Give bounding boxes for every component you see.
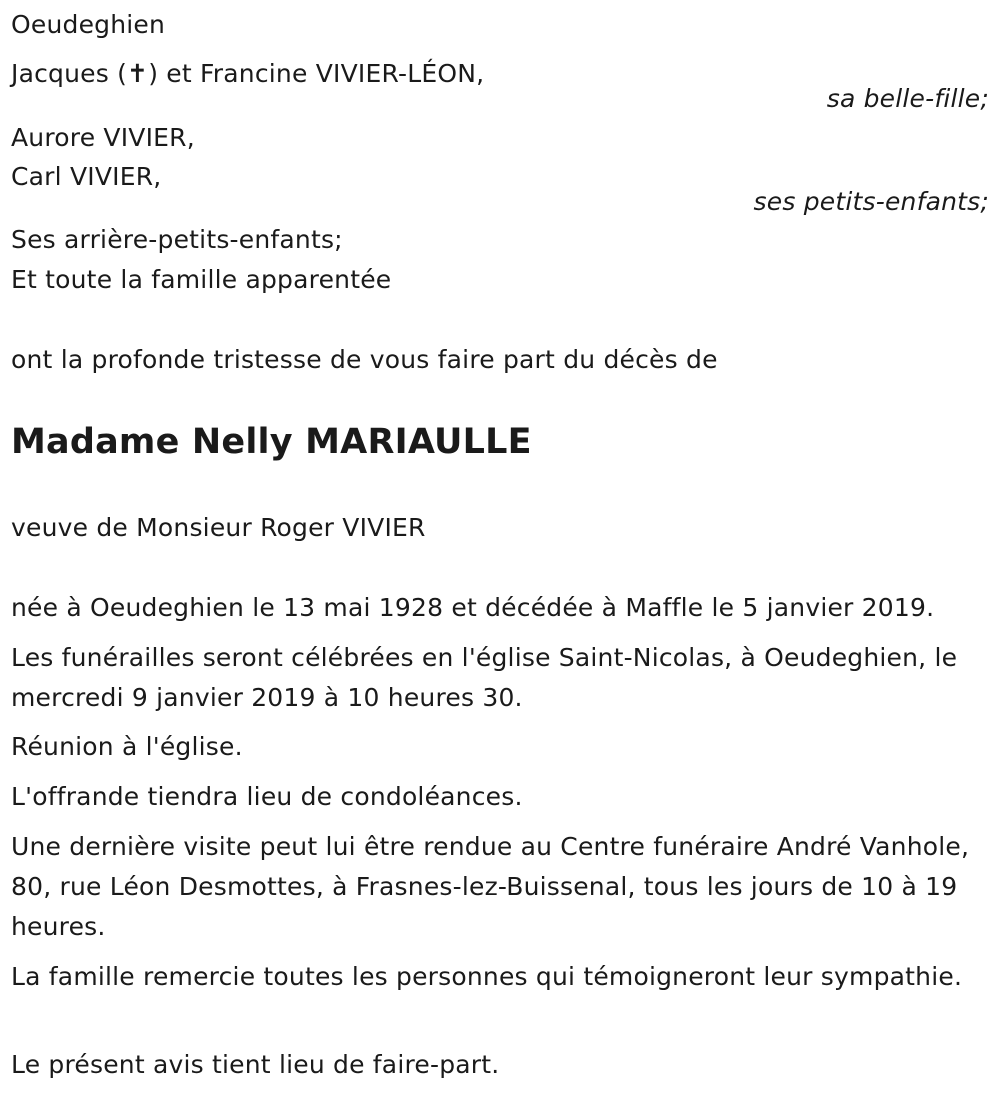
thanks-paragraph: La famille remercie toutes les personnes qui témoigneront leur sympathie. [11, 962, 963, 991]
funeral-paragraph: Les funérailles seront célébrées en l'église Saint-Nicolas, à Oeudeghien, le mercredi 9 janvier 2019 à 10 heures 30. [11, 643, 958, 712]
offering-line: L'offrande tiendra lieu de condoléances. [11, 782, 523, 811]
widow-of-line: veuve de Monsieur Roger VIVIER [11, 513, 426, 542]
children-relation: sa belle-fille; [826, 84, 989, 113]
grandchild-carl: Carl VIVIER, [11, 162, 162, 191]
meeting-line: Réunion à l'église. [11, 732, 243, 761]
deceased-name: Madame Nelly MARIAULLE [11, 422, 532, 462]
great-grandchildren-line: Ses arrière-petits-enfants; [11, 225, 343, 254]
place-heading: Oeudeghien [11, 10, 166, 39]
announcement-intro: ont la profonde tristesse de vous faire part du décès de [11, 345, 718, 374]
birth-death-line: née à Oeudeghien le 13 mai 1928 et décédée à Maffle le 5 janvier 2019. [11, 593, 935, 622]
notice-line: Le présent avis tient lieu de faire-part. [11, 1050, 500, 1079]
grandchild-aurore: Aurore VIVIER, [11, 123, 195, 152]
visit-paragraph: Une dernière visite peut lui être rendue au Centre funéraire André Vanhole, 80, rue Léon Desmottes, à Frasnes-lez-Buissenal, tous les jours de 10 à 19 heures. [11, 832, 970, 941]
children-line: Jacques (✝) et Francine VIVIER-LÉON, [11, 59, 485, 88]
grandchildren-relation: ses petits-enfants; [753, 187, 989, 216]
relatives-line: Et toute la famille apparentée [11, 265, 392, 294]
